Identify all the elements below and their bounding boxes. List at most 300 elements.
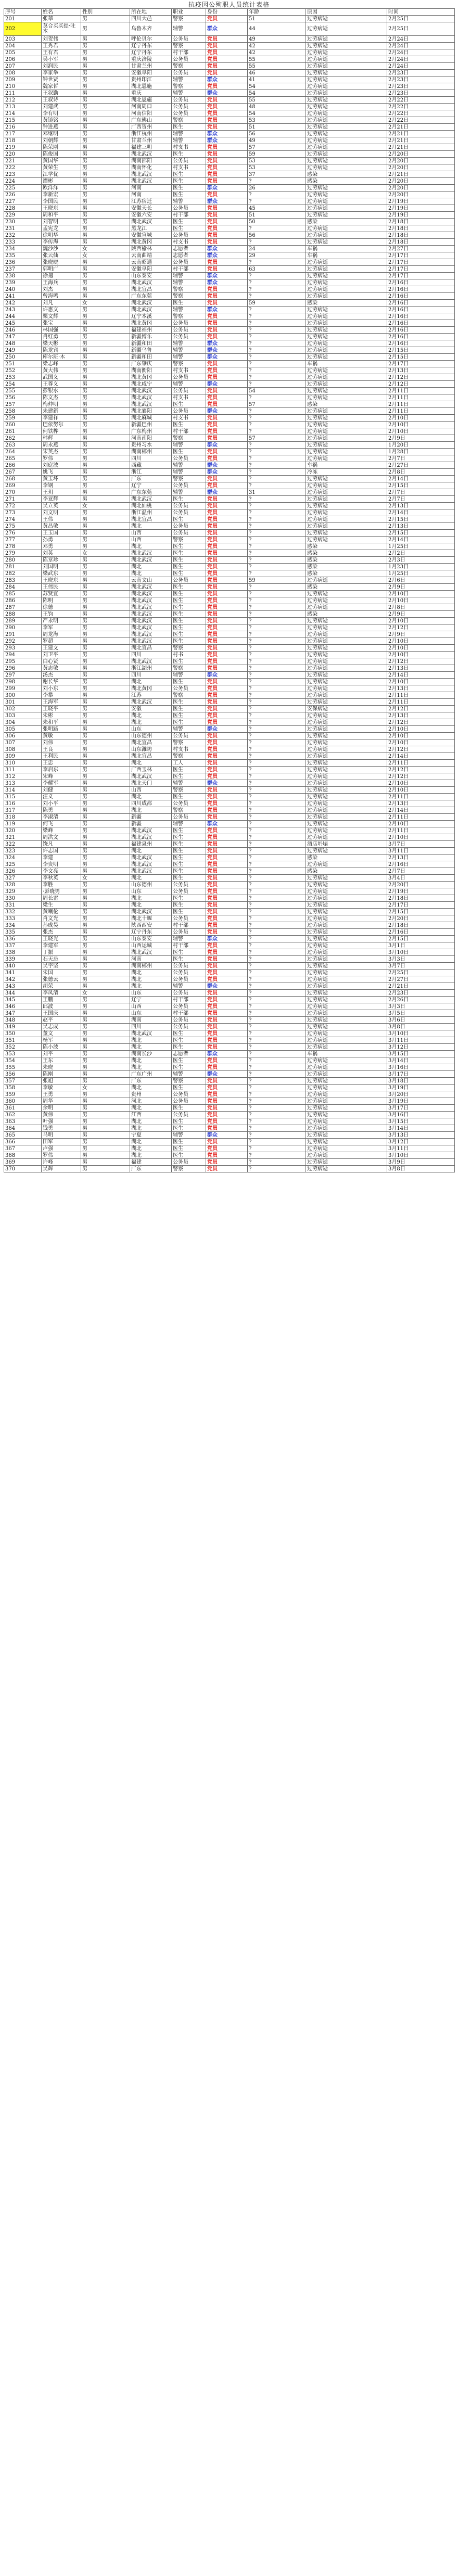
cell-status: 党员 — [206, 1166, 248, 1172]
cell-occupation: 公务员 — [172, 976, 206, 983]
cell-gender: 男 — [81, 1030, 130, 1037]
cell-status: 党员 — [206, 110, 248, 117]
cell-age: ? — [248, 381, 306, 388]
cell-gender: 男 — [81, 861, 130, 868]
cell-location: 江苏宿迁 — [130, 198, 172, 205]
cell-name: 刘卫平 — [42, 652, 81, 658]
cell-status: 党员 — [206, 334, 248, 340]
table-row — [4, 97, 455, 104]
cell-gender: 男 — [81, 577, 130, 584]
cell-gender: 男 — [81, 719, 130, 726]
table-row — [4, 794, 455, 800]
cell-occupation: 公务员 — [172, 327, 206, 334]
cell-status: 群众 — [206, 354, 248, 361]
cell-index: 273 — [4, 509, 42, 516]
cell-cause: 过劳病逝 — [306, 327, 387, 334]
cell-name: 张莘 — [42, 16, 81, 22]
cell-name: 王勇 — [42, 1091, 81, 1098]
cell-status: 群众 — [206, 307, 248, 313]
cell-name: 孙勇 — [42, 537, 81, 543]
cell-date: 2月23日 — [387, 990, 455, 997]
cell-occupation: 医生 — [172, 868, 206, 875]
cell-occupation: 公务员 — [172, 70, 206, 76]
cell-location: 新疆乌鲁 — [130, 347, 172, 354]
cell-cause: 过劳病逝 — [306, 1145, 387, 1152]
cell-status: 群众 — [206, 672, 248, 679]
cell-age: ? — [248, 1145, 306, 1152]
cell-index: 362 — [4, 1112, 42, 1118]
cell-status: 党员 — [206, 1024, 248, 1030]
cell-status: 群众 — [206, 726, 248, 733]
cell-occupation: 公务员 — [172, 1091, 206, 1098]
cell-gender: 男 — [81, 219, 130, 225]
table-row — [4, 915, 455, 922]
table-row — [4, 638, 455, 645]
cell-gender: 男 — [81, 584, 130, 591]
cell-index: 263 — [4, 442, 42, 449]
cell-date: 2月11日 — [387, 692, 455, 699]
cell-name: 栗文辉 — [42, 313, 81, 320]
table-row — [4, 496, 455, 503]
table-row — [4, 273, 455, 279]
cell-gender: 男 — [81, 334, 130, 340]
cell-date: 2月10日 — [387, 787, 455, 794]
cell-status: 党员 — [206, 361, 248, 367]
cell-gender: 男 — [81, 1125, 130, 1132]
table-row — [4, 1085, 455, 1091]
table-row — [4, 300, 455, 307]
cell-name: 刘朝辉 — [42, 137, 81, 144]
cell-status: 党员 — [206, 739, 248, 746]
cell-location: 河北 — [130, 1098, 172, 1105]
cell-gender: 男 — [81, 361, 130, 367]
cell-status: 群众 — [206, 340, 248, 347]
table-row — [4, 760, 455, 767]
cell-index: 301 — [4, 699, 42, 706]
table-row — [4, 746, 455, 753]
cell-index: 255 — [4, 388, 42, 394]
cell-name: 吴小军 — [42, 56, 81, 63]
cell-location: 湖北武汉 — [130, 591, 172, 597]
cell-gender: 女 — [81, 246, 130, 252]
cell-age: ? — [248, 516, 306, 523]
cell-cause: 过劳病逝 — [306, 577, 387, 584]
cell-cause: 感染 — [306, 570, 387, 577]
table-row — [4, 888, 455, 895]
cell-date: 1月28日 — [387, 449, 455, 455]
cell-age: 59 — [248, 577, 306, 584]
cell-occupation: 辅警 — [172, 780, 206, 787]
cell-cause: 过劳病逝 — [306, 875, 387, 882]
cell-name: 黄伟 — [42, 1112, 81, 1118]
cell-date: 2月20日 — [387, 151, 455, 158]
cell-date: 2月21日 — [387, 131, 455, 137]
cell-status: 群众 — [206, 198, 248, 205]
cell-location: 湖北武汉 — [130, 604, 172, 611]
table-row — [4, 550, 455, 557]
cell-index: 261 — [4, 428, 42, 435]
cell-date: 2月10日 — [387, 591, 455, 597]
cell-name: 刘建武 — [42, 104, 81, 110]
cell-gender: 男 — [81, 970, 130, 976]
cell-cause: 过劳病逝 — [306, 83, 387, 90]
table-row — [4, 882, 455, 888]
cell-name: 汤杰 — [42, 672, 81, 679]
cell-index: 337 — [4, 942, 42, 949]
table-row — [4, 1112, 455, 1118]
cell-cause: 过劳病逝 — [306, 1132, 387, 1139]
table-row — [4, 16, 455, 22]
cell-cause: 过劳病逝 — [306, 97, 387, 104]
cell-gender: 男 — [81, 415, 130, 422]
cell-name: 陈小波 — [42, 1044, 81, 1051]
cell-gender: 男 — [81, 435, 130, 442]
cell-status: 党员 — [206, 618, 248, 624]
cell-age: ? — [248, 1024, 306, 1030]
cell-date: 2月23日 — [387, 83, 455, 90]
cell-date: 2月13日 — [387, 685, 455, 692]
cell-name: 陈荣刚 — [42, 144, 81, 151]
cell-status: 党员 — [206, 259, 248, 266]
cell-gender: 男 — [81, 902, 130, 909]
cell-age: ? — [248, 1010, 306, 1017]
cell-status: 党员 — [206, 855, 248, 861]
cell-occupation: 医生 — [172, 124, 206, 131]
cell-index: 215 — [4, 117, 42, 124]
cell-occupation: 警察 — [172, 739, 206, 746]
cell-name: 彭银水 — [42, 388, 81, 394]
cell-occupation: 医生 — [172, 949, 206, 956]
cell-date: 3月11日 — [387, 848, 455, 855]
cell-gender: 男 — [81, 530, 130, 537]
table-row — [4, 787, 455, 794]
cell-index: 271 — [4, 496, 42, 503]
cell-occupation: 医生 — [172, 564, 206, 570]
cell-age: ? — [248, 394, 306, 401]
cell-name: 许惠文 — [42, 307, 81, 313]
cell-status: 党员 — [206, 449, 248, 455]
table-row — [4, 259, 455, 266]
cell-location: 山西 — [130, 787, 172, 794]
cell-location: 湖北 — [130, 564, 172, 570]
cell-cause: 过劳病逝 — [306, 631, 387, 638]
cell-gender: 男 — [81, 76, 130, 83]
cell-occupation: 村干部 — [172, 922, 206, 929]
cell-location: 广东梅州 — [130, 428, 172, 435]
cell-index: 366 — [4, 1139, 42, 1145]
cell-occupation: 医生 — [172, 225, 206, 232]
cell-cause: 过劳病逝 — [306, 476, 387, 482]
cell-name: 王钧 — [42, 611, 81, 618]
cell-occupation: 医生 — [172, 543, 206, 550]
cell-name: 王晓东 — [42, 577, 81, 584]
cell-age: 55 — [248, 63, 306, 70]
cell-location: 湖北 — [130, 875, 172, 882]
cell-location: 湖北黄冈 — [130, 685, 172, 692]
cell-occupation: 医生 — [172, 611, 206, 618]
cell-location: 呼伦贝尔 — [130, 36, 172, 43]
cell-location: 湖北 — [130, 760, 172, 767]
cell-occupation: 村干部 — [172, 942, 206, 949]
cell-cause: 过劳病逝 — [306, 489, 387, 496]
cell-age: 46 — [248, 70, 306, 76]
cell-index: 360 — [4, 1098, 42, 1105]
cell-location: 湖北 — [130, 848, 172, 855]
cell-occupation: 公务员 — [172, 963, 206, 970]
cell-name: 梅仲明 — [42, 401, 81, 408]
cell-index: 321 — [4, 834, 42, 841]
cell-status: 群众 — [206, 1051, 248, 1057]
cell-status: 党员 — [206, 895, 248, 902]
cell-status: 党员 — [206, 320, 248, 327]
cell-occupation: 医生 — [172, 178, 206, 185]
cell-age: ? — [248, 726, 306, 733]
cell-age: ? — [248, 855, 306, 861]
cell-location: 湖北 — [130, 1105, 172, 1112]
cell-date: 2月24日 — [387, 43, 455, 49]
cell-index: 319 — [4, 821, 42, 827]
cell-age: ? — [248, 482, 306, 489]
cell-date: 3月12日 — [387, 1139, 455, 1145]
cell-age: ? — [248, 827, 306, 834]
cell-status: 党员 — [206, 516, 248, 523]
cell-location: 湖北武汉 — [130, 855, 172, 861]
cell-gender: 男 — [81, 476, 130, 482]
cell-name: 刘小平 — [42, 800, 81, 807]
cell-gender: 男 — [81, 672, 130, 679]
cell-gender: 男 — [81, 347, 130, 354]
cell-location: 湖南 — [130, 1017, 172, 1024]
cell-occupation: 医生 — [172, 300, 206, 307]
cell-cause: 感染 — [306, 855, 387, 861]
cell-index: 205 — [4, 49, 42, 56]
cell-gender: 男 — [81, 171, 130, 178]
cell-name: 张晓晓 — [42, 259, 81, 266]
cell-status: 党员 — [206, 293, 248, 300]
cell-cause: 过劳病逝 — [306, 1139, 387, 1145]
cell-age: ? — [248, 692, 306, 699]
table-row — [4, 164, 455, 171]
cell-date: 2月9日 — [387, 631, 455, 638]
cell-age: ? — [248, 638, 306, 645]
cell-index: 238 — [4, 273, 42, 279]
cell-name: 王良 — [42, 746, 81, 753]
cell-name: 徐翅 — [42, 273, 81, 279]
cell-index: 363 — [4, 1118, 42, 1125]
cell-cause: 过劳病逝 — [306, 293, 387, 300]
cell-name: 张旭 — [42, 1078, 81, 1085]
cell-cause: 感染 — [306, 300, 387, 307]
cell-gender: 男 — [81, 462, 130, 469]
cell-status: 党员 — [206, 1010, 248, 1017]
cell-status: 群众 — [206, 408, 248, 415]
cell-occupation: 医生 — [172, 1139, 206, 1145]
cell-occupation: 公务员 — [172, 97, 206, 104]
table-row — [4, 482, 455, 489]
cell-date: 2月19日 — [387, 888, 455, 895]
cell-name: 张明路 — [42, 726, 81, 733]
cell-cause: 过劳病逝 — [306, 422, 387, 428]
cell-location: 安徽 — [130, 706, 172, 712]
cell-age: ? — [248, 882, 306, 888]
cell-cause: 过劳病逝 — [306, 997, 387, 1003]
cell-index: 279 — [4, 550, 42, 557]
table-row — [4, 1159, 455, 1166]
cell-occupation: 公务员 — [172, 388, 206, 394]
cell-age: 53 — [248, 117, 306, 124]
cell-occupation: 警察 — [172, 807, 206, 814]
cell-index: 334 — [4, 922, 42, 929]
table-row — [4, 49, 455, 56]
table-row — [4, 56, 455, 63]
cell-age: ? — [248, 557, 306, 564]
cell-occupation: 医生 — [172, 516, 206, 523]
cell-cause: 过劳病逝 — [306, 936, 387, 942]
cell-occupation: 医生 — [172, 219, 206, 225]
cell-location: 乌鲁木齐 — [130, 22, 172, 36]
cell-name: 钱勇 — [42, 1125, 81, 1132]
cell-age: ? — [248, 1017, 306, 1024]
cell-name: 周和平 — [42, 212, 81, 219]
cell-status: 党员 — [206, 976, 248, 983]
cell-location: 四川成都 — [130, 800, 172, 807]
cell-cause: 过劳病逝 — [306, 503, 387, 509]
cell-index: 224 — [4, 178, 42, 185]
cell-name: 白心贤 — [42, 658, 81, 665]
cell-status: 党员 — [206, 43, 248, 49]
cell-status: 党员 — [206, 367, 248, 374]
cell-name: 刘贺伟 — [42, 36, 81, 43]
cell-name: 胡荣 — [42, 983, 81, 990]
cell-location: 广东东莞 — [130, 489, 172, 496]
cell-date: 2月8日 — [387, 604, 455, 611]
cell-date: 2月25日 — [387, 16, 455, 22]
cell-cause: 感染 — [306, 543, 387, 550]
cell-gender: 男 — [81, 543, 130, 550]
cell-occupation: 公务员 — [172, 482, 206, 489]
cell-location: 湖北武汉 — [130, 773, 172, 780]
cell-date: 3月11日 — [387, 1037, 455, 1044]
table-row — [4, 1145, 455, 1152]
cell-gender: 男 — [81, 624, 130, 631]
cell-status: 党员 — [206, 16, 248, 22]
cell-age: ? — [248, 739, 306, 746]
cell-gender: 男 — [81, 381, 130, 388]
cell-status: 党员 — [206, 997, 248, 1003]
cell-status: 党员 — [206, 56, 248, 63]
cell-cause: 过劳病逝 — [306, 787, 387, 794]
table-row — [4, 1132, 455, 1139]
cell-gender: 女 — [81, 875, 130, 882]
cell-index: 299 — [4, 685, 42, 692]
cell-age: ? — [248, 922, 306, 929]
table-row — [4, 449, 455, 455]
cell-date: 3月8日 — [387, 1166, 455, 1172]
cell-name: 李有明 — [42, 110, 81, 117]
cell-gender: 男 — [81, 388, 130, 394]
cell-age: ? — [248, 1166, 306, 1172]
cell-status: 党员 — [206, 1112, 248, 1118]
cell-cause: 过劳病逝 — [306, 658, 387, 665]
cell-age: ? — [248, 983, 306, 990]
cell-occupation: 村支书 — [172, 394, 206, 401]
cell-age: ? — [248, 361, 306, 367]
table-row — [4, 997, 455, 1003]
cell-date: 2月9日 — [387, 435, 455, 442]
cell-date: 2月2日 — [387, 550, 455, 557]
cell-status: 党员 — [206, 868, 248, 875]
cell-age: ? — [248, 509, 306, 516]
table-row — [4, 1057, 455, 1064]
cell-occupation: 公务员 — [172, 232, 206, 239]
cell-occupation: 警察 — [172, 117, 206, 124]
cell-age: 41 — [248, 76, 306, 83]
cell-date: 2月23日 — [387, 70, 455, 76]
cell-name: 陈龙宾 — [42, 347, 81, 354]
cell-index: 370 — [4, 1166, 42, 1172]
table-row — [4, 388, 455, 394]
cell-date: 3月15日 — [387, 1118, 455, 1125]
cell-status: 党员 — [206, 787, 248, 794]
cell-date: 3月16日 — [387, 1064, 455, 1071]
cell-cause: 过劳病逝 — [306, 90, 387, 97]
table-row — [4, 733, 455, 739]
cell-cause: 过劳病逝 — [306, 225, 387, 232]
cell-gender: 男 — [81, 192, 130, 198]
cell-date: 2月11日 — [387, 394, 455, 401]
cell-cause: 过劳病逝 — [306, 963, 387, 970]
cell-gender: 女 — [81, 990, 130, 997]
cell-occupation: 医生 — [172, 699, 206, 706]
cell-age: ? — [248, 936, 306, 942]
cell-name: 周洪文 — [42, 834, 81, 841]
cell-date: 2月12日 — [387, 706, 455, 712]
cell-occupation: 公务员 — [172, 733, 206, 739]
cell-occupation: 志愿者 — [172, 246, 206, 252]
cell-status: 党员 — [206, 1017, 248, 1024]
cell-date: 2月17日 — [387, 252, 455, 259]
cell-status: 党员 — [206, 692, 248, 699]
cell-status: 群众 — [206, 252, 248, 259]
cell-location: 湖北黄冈 — [130, 374, 172, 381]
cell-name: 黄镜铭 — [42, 117, 81, 124]
cell-name: 吴辉 — [42, 1166, 81, 1172]
cell-occupation: 医生 — [172, 631, 206, 638]
table-row — [4, 374, 455, 381]
cell-date: 2月8日 — [387, 469, 455, 476]
cell-gender: 女 — [81, 252, 130, 259]
cell-location: 山西运城 — [130, 942, 172, 949]
cell-index: 219 — [4, 144, 42, 151]
cell-occupation: 医生 — [172, 1030, 206, 1037]
cell-occupation: 医生 — [172, 909, 206, 915]
cell-location: 湖北武汉 — [130, 219, 172, 225]
cell-index: 281 — [4, 564, 42, 570]
cell-date: 2月12日 — [387, 658, 455, 665]
cell-cause: 过劳病逝 — [306, 1057, 387, 1064]
cell-status: 党员 — [206, 591, 248, 597]
cell-name: 黄玉坏 — [42, 476, 81, 482]
table-row — [4, 381, 455, 388]
cell-cause: 过劳病逝 — [306, 516, 387, 523]
table-row — [4, 516, 455, 523]
table-row — [4, 645, 455, 652]
table-row — [4, 503, 455, 509]
cell-date: 2月12日 — [387, 624, 455, 631]
cell-cause: 过劳病逝 — [306, 942, 387, 949]
cell-date: 2月10日 — [387, 834, 455, 841]
cell-gender: 男 — [81, 882, 130, 888]
